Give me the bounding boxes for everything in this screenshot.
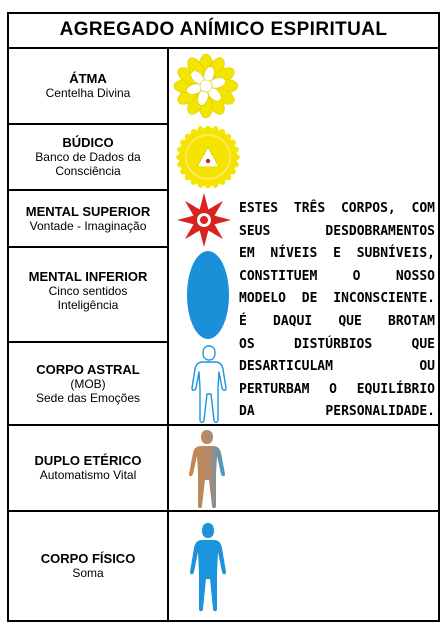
diagram-title: AGREGADO ANÍMICO ESPIRITUAL <box>59 19 388 40</box>
note-line: DESARTICULAM OU <box>239 359 435 375</box>
red-star-flower-icon <box>172 192 236 248</box>
column-divider <box>167 48 169 622</box>
outline-human-icon <box>189 344 229 424</box>
row-mental-superior-label <box>9 191 167 246</box>
row-atma-label <box>9 49 167 123</box>
row-description: Vontade - Imaginação <box>29 218 147 233</box>
note-line: PERTURBAM O EQUILÍBRIO <box>239 381 435 397</box>
note-line: DA PERSONALIDADE. <box>239 404 435 420</box>
row-description: Cinco sentidos <box>48 284 128 298</box>
golden-sun-icon <box>173 126 243 188</box>
row-name: BÚDICO <box>62 135 114 150</box>
row-duplo-eterico-label <box>9 426 167 510</box>
row-description: Sede das Emoções <box>35 390 141 405</box>
row-name: DUPLO ETÉRICO <box>34 453 142 468</box>
row-name: CORPO FÍSICO <box>40 551 136 566</box>
row-description: Soma <box>72 566 104 580</box>
row-description: Banco de Dados da <box>35 150 141 164</box>
row-description: Inteligência <box>57 298 119 312</box>
row-mental-inferior-label <box>9 248 167 336</box>
note-line: CONSTITUEM O NOSSO <box>239 268 435 284</box>
row-budico-label <box>9 125 167 189</box>
row-name: MENTAL INFERIOR <box>28 269 148 284</box>
note-line: É DAQUI QUE BROTAM <box>239 313 435 329</box>
row-corpo-astral-label <box>9 343 167 424</box>
blue-human-icon <box>186 521 230 613</box>
row-description: Automatismo Vital <box>39 468 137 482</box>
blue-oval-icon <box>185 249 231 341</box>
note-line: SEUS DESDOBRAMENTOS <box>239 223 435 239</box>
row-name: ÁTMA <box>69 71 107 86</box>
row-description: Centelha Divina <box>45 86 131 100</box>
note-line: EM NÍVEIS E SUBNÍVEIS, <box>239 246 435 262</box>
row-description: (MOB) <box>70 376 106 391</box>
white-lotus-icon <box>171 53 241 119</box>
note-line: OS DISTÚRBIOS QUE <box>239 336 435 352</box>
unconscious-model-note <box>239 198 435 424</box>
row-name: CORPO ASTRAL <box>36 361 140 377</box>
note-line: MODELO DE INCONSCIENTE. <box>239 291 435 307</box>
row-corpo-fisico-label <box>9 512 167 620</box>
row-name: MENTAL SUPERIOR <box>25 203 151 219</box>
row-description: Consciência <box>55 164 121 178</box>
gradient-human-icon <box>185 428 229 510</box>
note-line: ESTES TRÊS CORPOS, COM <box>239 201 435 216</box>
